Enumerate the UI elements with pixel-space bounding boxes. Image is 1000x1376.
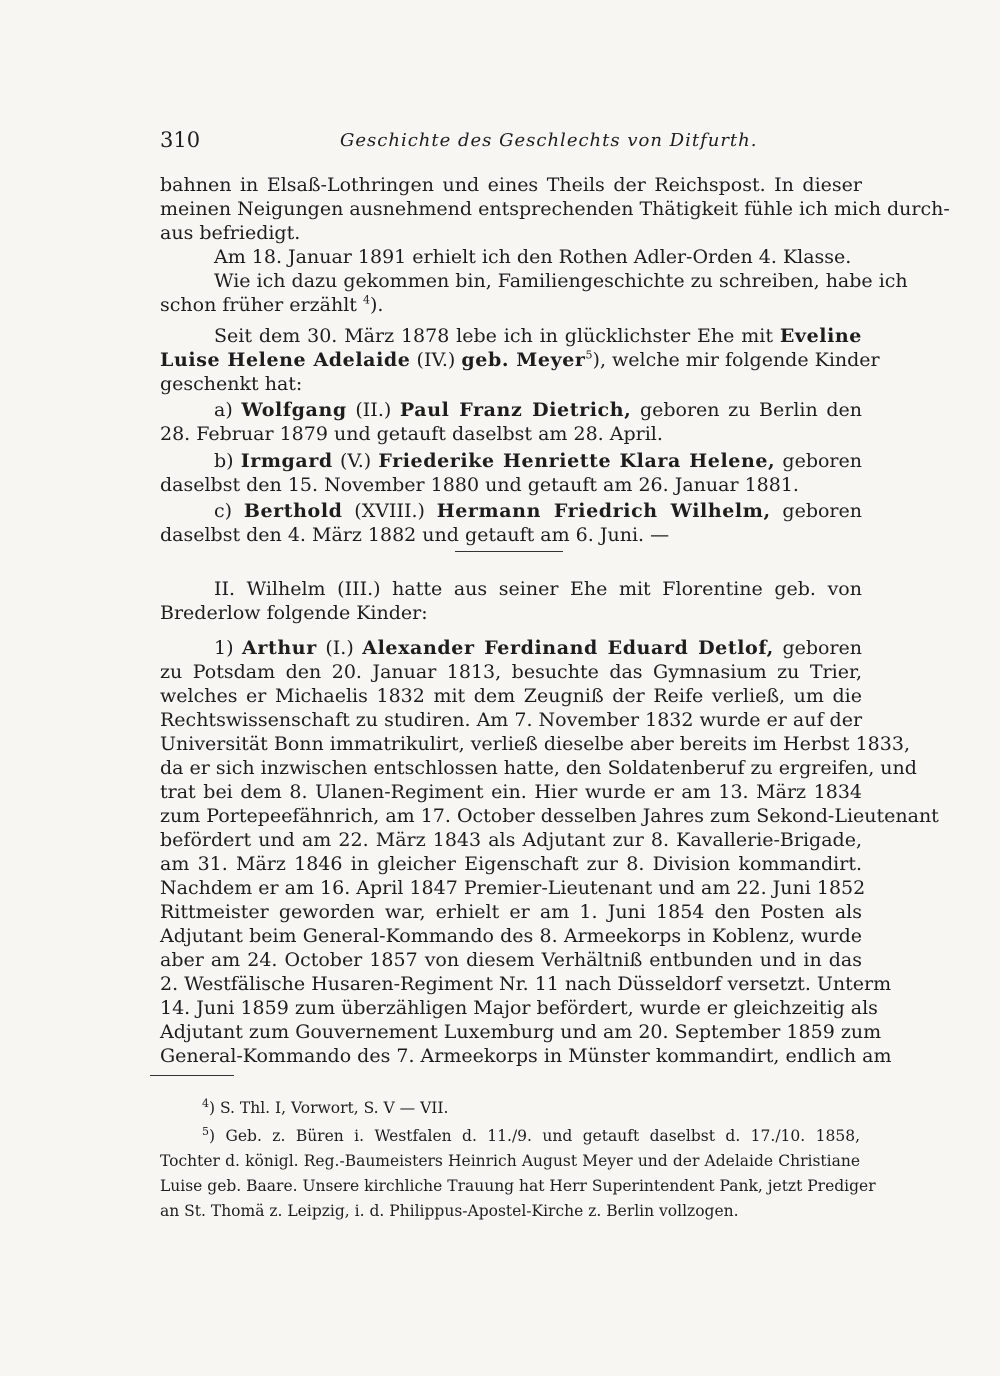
footnote-marker: 5 bbox=[202, 1124, 209, 1138]
list-marker: 1) bbox=[214, 637, 234, 659]
footnote-line: Luise geb. Baare. Unsere kirchliche Trauung hat Herr Superintendent Pank, jetzt Prediger bbox=[160, 1177, 876, 1195]
text-line: zum Portepeefähnrich, am 17. October desselben Jahres zum Sekond-Lieutenant bbox=[160, 805, 939, 827]
footnote-marker: 4 bbox=[202, 1096, 209, 1110]
child-entry-line bbox=[214, 398, 862, 422]
generation-number: (I.) bbox=[325, 637, 354, 659]
footnote-text: ) S. Thl. I, Vorwort, S. V — VII. bbox=[209, 1099, 449, 1117]
list-marker: a) bbox=[214, 399, 233, 421]
text-line: daselbst den 4. März 1882 und getauft am 6. Juni. — bbox=[160, 524, 670, 546]
text-line: Nachdem er am 16. April 1847 Premier-Lieutenant und am 22. Juni 1852 bbox=[160, 877, 866, 899]
text-line: am 31. März 1846 in gleicher Eigenschaft zur 8. Division kommandirt. bbox=[160, 853, 862, 875]
text-line: Rittmeister geworden war, erhielt er am 1. Juni 1854 den Posten als bbox=[160, 901, 862, 923]
generation-number: (IV.) bbox=[416, 349, 456, 371]
text-line: aber am 24. October 1857 von diesem Verhältniß entbunden und in das bbox=[160, 949, 862, 971]
page-header bbox=[160, 128, 860, 158]
person-name: Wolfgang bbox=[241, 399, 347, 421]
footnote-line: Tochter d. königl. Reg.-Baumeisters Heinrich August Meyer und der Adelaide Christiane bbox=[160, 1152, 860, 1170]
person-name: Eveline bbox=[779, 325, 862, 347]
text-line: 28. Februar 1879 und getauft daselbst am 28. April. bbox=[160, 423, 663, 445]
footnote-line: an St. Thomä z. Leipzig, i. d. Philippus-Apostel-Kirche z. Berlin vollzogen. bbox=[160, 1202, 739, 1220]
text-line: General-Kommando des 7. Armeekorps in Münster kommandirt, endlich am bbox=[160, 1045, 892, 1067]
person-name: geb. Meyer bbox=[461, 349, 586, 371]
text-line: bahnen in Elsaß-Lothringen und eines Theils der Reichspost. In dieser bbox=[160, 174, 862, 196]
text-span: geboren zu Berlin den bbox=[639, 399, 863, 421]
text-line: 14. Juni 1859 zum überzähligen Major befördert, wurde er gleichzeitig als bbox=[160, 997, 878, 1019]
generation-number: (V.) bbox=[339, 450, 372, 472]
footnote-ref: 4 bbox=[362, 293, 370, 307]
text-span: ). bbox=[369, 294, 384, 316]
generation-number: (XVIII.) bbox=[354, 500, 425, 522]
text-line: Adjutant beim General-Kommando des 8. Armeekorps in Koblenz, wurde bbox=[160, 925, 862, 947]
text-line: befördert und am 22. März 1843 als Adjutant zur 8. Kavallerie-Brigade, bbox=[160, 829, 862, 851]
text-line: II. Wilhelm (III.) hatte aus seiner Ehe mit Florentine geb. von bbox=[214, 578, 862, 600]
person-name: Irmgard bbox=[240, 450, 333, 472]
text-span: ), welche mir folgende Kinder bbox=[592, 349, 880, 371]
text-line: Rechtswissenschaft zu studiren. Am 7. November 1832 wurde er auf der bbox=[160, 709, 863, 731]
page-number: 310 bbox=[160, 128, 201, 152]
text-line: Am 18. Januar 1891 erhielt ich den Rothen Adler-Orden 4. Klasse. bbox=[214, 246, 852, 268]
child-entry-line bbox=[214, 636, 862, 660]
footnote-ref: 5 bbox=[585, 348, 593, 362]
text-line bbox=[160, 293, 862, 317]
text-line: meinen Neigungen ausnehmend entsprechenden Thätigkeit fühle ich mich durch- bbox=[160, 198, 950, 220]
person-name: Luise Helene Adelaide bbox=[160, 349, 411, 371]
footnote-text: ) Geb. z. Büren i. Westfalen d. 11./9. und getauft daselbst d. 17./10. 1858, bbox=[209, 1127, 860, 1145]
person-name: Paul Franz Dietrich, bbox=[399, 399, 632, 421]
person-name: Friederike Henriette Klara Helene, bbox=[378, 450, 776, 472]
text-line: 2. Westfälische Husaren-Regiment Nr. 11 nach Düsseldorf versetzt. Unterm bbox=[160, 973, 892, 995]
text-span: schon früher erzählt bbox=[160, 294, 357, 316]
list-marker: c) bbox=[214, 500, 233, 522]
footnote-4 bbox=[202, 1097, 860, 1119]
person-name: Alexander Ferdinand Eduard Detlof, bbox=[362, 637, 774, 659]
footnote-5 bbox=[202, 1125, 860, 1147]
person-name: Berthold bbox=[243, 500, 343, 522]
text-line: trat bei dem 8. Ulanen-Regiment ein. Hier wurde er am 13. März 1834 bbox=[160, 781, 862, 803]
text-line: Wie ich dazu gekommen bin, Familiengeschichte zu schreiben, habe ich bbox=[214, 270, 908, 292]
text-line: zu Potsdam den 20. Januar 1813, besuchte das Gymnasium zu Trier, bbox=[160, 661, 862, 683]
footnote-divider bbox=[150, 1075, 234, 1076]
text-line: Adjutant zum Gouvernement Luxemburg und am 20. September 1859 zum bbox=[160, 1021, 882, 1043]
text-line: aus befriedigt. bbox=[160, 222, 301, 244]
text-line: welches er Michaelis 1832 mit dem Zeugniß der Reife verließ, um die bbox=[160, 685, 862, 707]
text-span: geboren bbox=[782, 500, 862, 522]
text-line: Brederlow folgende Kinder: bbox=[160, 602, 428, 624]
running-title: Geschichte des Geschlechts von Ditfurth. bbox=[340, 130, 758, 151]
child-entry-line bbox=[214, 499, 862, 523]
text-span: geboren bbox=[782, 637, 863, 659]
text-line bbox=[160, 348, 880, 372]
text-line: da er sich inzwischen entschlossen hatte, den Soldatenberuf zu ergreifen, und bbox=[160, 757, 917, 779]
text-span: geboren bbox=[782, 450, 862, 472]
child-entry-line bbox=[214, 449, 862, 473]
text-line: geschenkt hat: bbox=[160, 373, 303, 395]
person-name: Hermann Friedrich Wilhelm, bbox=[436, 500, 771, 522]
list-marker: b) bbox=[214, 450, 234, 472]
section-divider bbox=[455, 551, 563, 552]
text-line bbox=[214, 324, 862, 348]
generation-number: (II.) bbox=[355, 399, 392, 421]
text-line: daselbst den 15. November 1880 und getauft am 26. Januar 1881. bbox=[160, 474, 799, 496]
text-span: Seit dem 30. März 1878 lebe ich in glücklichster Ehe mit bbox=[214, 325, 773, 347]
text-line: Universität Bonn immatrikulirt, verließ dieselbe aber bereits im Herbst 1833, bbox=[160, 733, 910, 755]
person-name: Arthur bbox=[242, 637, 317, 659]
